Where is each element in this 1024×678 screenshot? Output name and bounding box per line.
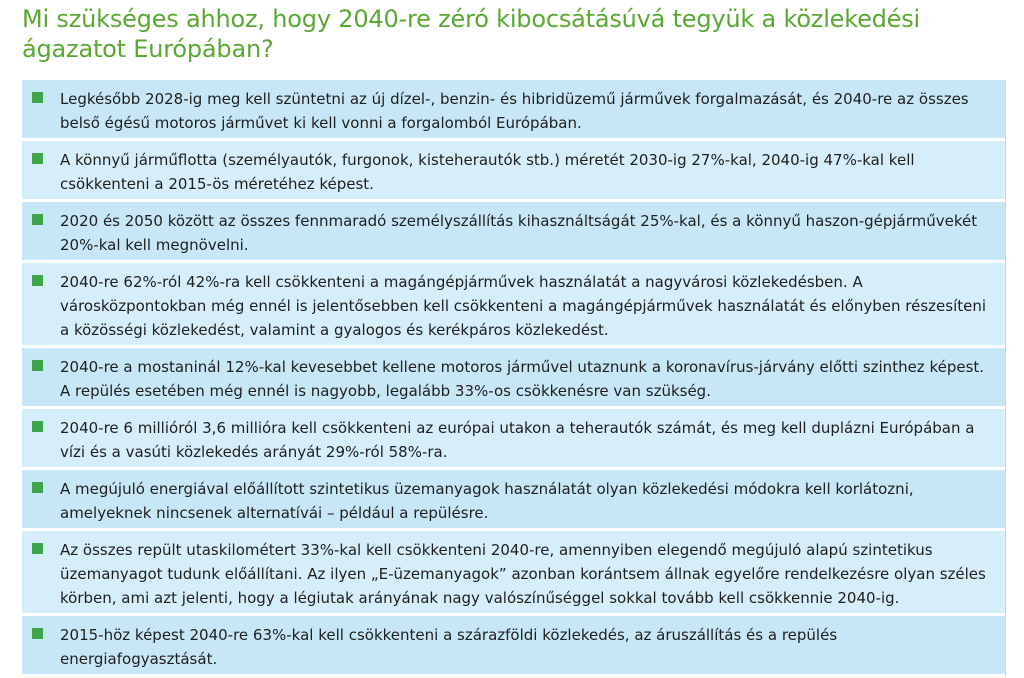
list-item [22,409,1005,470]
square-bullet-icon [32,482,43,493]
list-item [22,80,1005,141]
square-bullet-icon [32,421,43,432]
square-bullet-icon [32,360,43,371]
square-bullet-icon [32,628,43,639]
requirements-list [22,80,1006,677]
list-item-text: 2040-re 6 millióról 3,6 millióra kell csökkenteni az európai utakon a teherautók számát, és meg kell duplázni Európában a vízi és a vasúti közlekedés arányát 29%-ról 58%-ra. [60,419,975,461]
square-bullet-icon [32,153,43,164]
square-bullet-icon [32,543,43,554]
list-item [22,263,1005,348]
list-item-text: 2015-höz képest 2040-re 63%-kal kell csökkenteni a szárazföldi közlekedés, az áruszállítás és a repülés energiafogyasztását. [60,626,838,668]
list-item [22,531,1005,616]
list-item-text: 2040-re a mostaninál 12%-kal kevesebbet kellene motoros járművel utaznunk a koronavírus-járvány előtti szinthez képest. A repülés esetében még ennél is nagyobb, legalább 33%-os csökkenésre van szükség. [60,358,985,400]
list-item [22,348,1005,409]
list-item [22,141,1005,202]
list-item-text: Legkésőbb 2028-ig meg kell szüntetni az új dízel-, benzin- és hibridüzemű járművek forgalmazását, és 2040-re az összes belső égésű motoros járművet ki kell vonni a forgalomból Európában. [60,90,969,132]
list-item [22,470,1005,531]
square-bullet-icon [32,214,43,225]
square-bullet-icon [32,275,43,286]
list-item [22,616,1005,677]
list-item-text: Az összes repült utaskilométert 33%-kal kell csökkenteni 2040-re, amennyiben elegendő megújuló alapú szintetikus üzemanyagot tudunk előállítani. Az ilyen „E-üzemanyagok” azonban korántsem állnak egyelőre rendelkezésre olyan széles körben, ami azt jelenti, hogy a légiutak arányának nagy valószínűséggel sokkal tovább kell csökkennie 2040-ig. [60,541,986,607]
list-item-text: A megújuló energiával előállított szintetikus üzemanyagok használatát olyan közlekedési módokra kell korlátozni, amelyeknek nincsenek alternatívái – például a repülésre. [60,480,914,522]
list-item-text: 2040-re 62%-ról 42%-ra kell csökkenteni a magángépjárművek használatát a nagyvárosi közlekedésben. A városközpontokban még ennél is jelentősebben kell csökkenteni a magángépjárművek használatát és előnyben részesíteni a közösségi közlekedést, valamint a gyalogos és kerékpáros közlekedést. [60,273,987,339]
page-title: Mi szükséges ahhoz, hogy 2040-re zéró kibocsátásúvá tegyük a közlekedési ágazatot Európában? [22,5,921,63]
list-item-text: 2020 és 2050 között az összes fennmaradó személyszállítás kihasználtságát 25%-kal, és a könnyű haszon-gépjárművekét 20%-kal kell megnövelni. [60,212,978,254]
list-item-text: A könnyű járműflotta (személyautók, furgonok, kisteherautók stb.) méretét 2030-ig 27%-kal, 2040-ig 47%-kal kell csökkenteni a 2015-ös méretéhez képest. [60,151,915,193]
square-bullet-icon [32,92,43,103]
list-item [22,202,1005,263]
